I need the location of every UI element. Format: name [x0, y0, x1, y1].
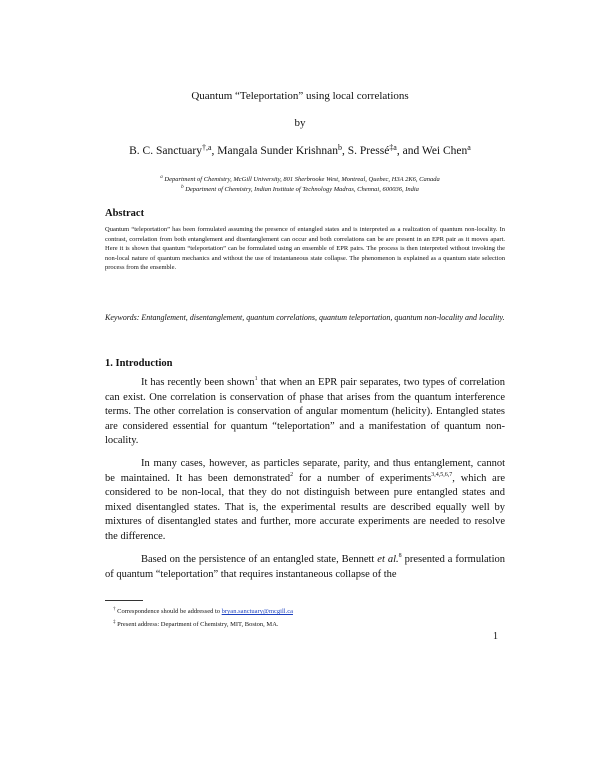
email-link[interactable]: bryan.sanctuary@mcgill.ca	[221, 608, 293, 615]
abstract-heading: Abstract	[105, 208, 145, 219]
footnote-mark: ‡	[113, 620, 116, 625]
author-list	[0, 143, 600, 157]
intro-paragraph-2	[105, 457, 505, 545]
author-name: S. Pressé	[347, 145, 390, 157]
paragraph-text: In many cases, however, as particles separate, parity, and thus entanglement, cannot be maintained. It has been demonstrated	[105, 458, 505, 484]
paragraph-text: , which are considered to be non-local, that they do not distinguish between pure entangled states and mixed disentangled states. That is, the experimental results are described equally well by mixtures of disentangled states and further, more accurate experiments are needed to resolve the difference.	[105, 472, 505, 542]
author-mark: †,a	[201, 143, 212, 152]
keywords: Keywords: Entanglement, disentanglement, quantum correlations, quantum teleportation, quantum non-locality and locality.	[105, 313, 505, 322]
paragraph-text: presented a formulation of quantum “teleportation” that requires instantaneous collapse of the	[105, 554, 505, 580]
affiliation-b	[0, 185, 600, 193]
page-number: 1	[493, 631, 498, 642]
author-name: Mangala Sunder Krishnan	[217, 145, 339, 157]
by-line: by	[294, 117, 306, 129]
citation-ref: 2	[290, 471, 294, 478]
et-al: et al.	[377, 554, 399, 565]
author-mark: b	[338, 143, 343, 152]
author-separator: , and	[396, 145, 422, 157]
footnote-text: Present address: Department of Chemistry, MIT, Boston, MA.	[117, 621, 279, 628]
abstract-text: Quantum “teleportation” has been formulated assuming the presence of entangled states and is interpreted as a realization of quantum non-locality. In contrast, correlation from both entanglement and disentanglement can occur and both correlations can be are present in an EPR pair as it moves apart. Here it is shown that quantum “teleportation” can be formulated using an ensemble of EPR pairs. The process is then interpreted without invoking the non-local nature of quantum mechanics and without the use of instantaneous state collapse. The phenomenon is explained as a quantum state selection process from the ensemble.	[105, 226, 505, 272]
footnote-correspondence	[113, 607, 293, 615]
affiliation-mark: b	[181, 185, 184, 190]
author-name: Wei Chen	[421, 145, 468, 157]
affiliation-a	[0, 175, 600, 183]
intro-paragraph-1	[105, 376, 505, 449]
author-separator: ,	[211, 145, 218, 157]
citation-ref: 3,4,5,6,7	[431, 471, 453, 478]
author-separator: ,	[342, 145, 348, 157]
section-heading-introduction: 1. Introduction	[105, 358, 173, 369]
footnote-present-address	[113, 620, 279, 628]
affiliation-mark: a	[160, 175, 163, 180]
footnote-text: Correspondence should be addressed to	[117, 608, 222, 615]
author-name: B. C. Sanctuary	[129, 145, 202, 157]
paragraph-text: that when an EPR pair separates, two types of correlation can exist. One correlation is conservation of phase that arises from the quantum interference terms. The other correlation is conservation of angular momentum (helicity). Entangled states are considered essential for quantum “teleportation” and a manifestation of quantum non-locality.	[105, 377, 506, 447]
affiliation-text: Department of Chemistry, McGill University, 801 Sherbrooke West, Montreal, Quebec, H3A 2K6, Canada	[164, 176, 440, 183]
intro-paragraph-3	[105, 553, 505, 582]
paragraph-text: for a number of experiments	[293, 472, 432, 484]
citation-ref: 1	[254, 376, 258, 382]
author-mark: ‡a	[389, 143, 397, 152]
paragraph-text: It has recently been shown	[141, 377, 255, 388]
paragraph-text: Based on the persistence of an entangled state, Bennett	[141, 554, 378, 565]
citation-ref: 8	[398, 553, 402, 559]
footnote-divider	[105, 600, 143, 601]
author-mark: a	[467, 143, 471, 152]
footnote-mark: †	[113, 607, 116, 612]
affiliation-text: Department of Chemistry, Indian Institute of Technology Madras, Chennai, 600036, India	[185, 186, 419, 193]
paper-title: Quantum “Teleportation” using local correlations	[191, 90, 409, 102]
